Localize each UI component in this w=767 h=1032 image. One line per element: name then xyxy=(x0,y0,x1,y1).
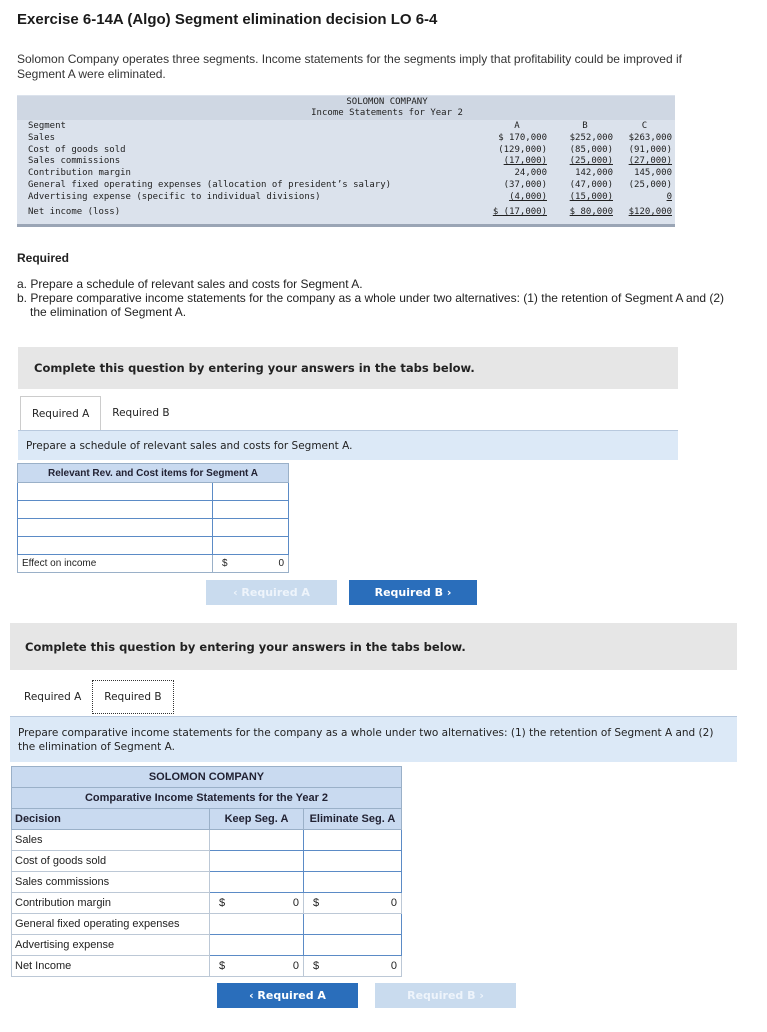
statement-company: SOLOMON COMPANY xyxy=(346,97,428,107)
table-row xyxy=(12,914,402,935)
tab-bar xyxy=(13,680,174,714)
next-required-b-button[interactable]: Required B › xyxy=(349,580,477,605)
row-label: General fixed operating expenses xyxy=(12,914,210,935)
row-a: (17,000) xyxy=(503,156,547,166)
tab-bar xyxy=(20,396,181,430)
table-row xyxy=(12,830,402,851)
table-row xyxy=(18,483,289,501)
required-heading: Required xyxy=(17,251,70,265)
effect-value xyxy=(213,555,289,573)
row-a: (4,000) xyxy=(509,192,547,202)
table-header: Relevant Rev. and Cost items for Segment A xyxy=(18,464,289,483)
row-c: (27,000) xyxy=(628,156,672,166)
decision-header: Decision xyxy=(12,809,210,830)
prev-required-a-button[interactable]: ‹ Required A xyxy=(217,983,358,1008)
eliminate-input[interactable] xyxy=(304,935,402,956)
amount: 0 xyxy=(292,897,299,909)
row-b: (85,000) xyxy=(569,145,613,155)
eliminate-input[interactable] xyxy=(304,830,402,851)
eliminate-input[interactable] xyxy=(304,851,402,872)
row-label: General fixed operating expenses (allocation of president’s salary) xyxy=(28,180,392,190)
table-row xyxy=(12,956,402,977)
row-c: (91,000) xyxy=(628,145,672,155)
keep-input[interactable] xyxy=(210,830,304,851)
row-label: Cost of goods sold xyxy=(12,851,210,872)
keep-value xyxy=(210,893,304,914)
row-b: (15,000) xyxy=(569,192,613,202)
income-statement xyxy=(17,95,675,227)
intro-text: Solomon Company operates three segments. Income statements for the segments imply that profitability could be improved if Segment A were eliminated. xyxy=(17,52,682,81)
relevant-items-table xyxy=(17,463,289,573)
table-row xyxy=(12,872,402,893)
table-row xyxy=(12,893,402,914)
row-label: Contribution margin xyxy=(12,893,210,914)
effect-row xyxy=(18,555,289,573)
col-b-header: B xyxy=(582,121,588,131)
tab-required-b[interactable]: Required B xyxy=(92,680,173,714)
eliminate-input[interactable] xyxy=(304,914,402,935)
effect-amount: 0 xyxy=(278,558,284,569)
row-c: 145,000 xyxy=(634,168,672,178)
table-row xyxy=(12,851,402,872)
table-row xyxy=(18,501,289,519)
table-subtitle: Comparative Income Statements for the Year 2 xyxy=(12,788,402,809)
table-row xyxy=(18,537,289,555)
amount: 0 xyxy=(390,960,397,972)
keep-value xyxy=(210,956,304,977)
item-label-input[interactable] xyxy=(18,483,213,501)
row-label: Advertising expense (specific to individual divisions) xyxy=(28,192,321,202)
eliminate-input[interactable] xyxy=(304,872,402,893)
row-label: Cost of goods sold xyxy=(28,145,126,155)
eliminate-value xyxy=(304,893,402,914)
item-amount-input[interactable] xyxy=(213,501,289,519)
row-label: Net income (loss) xyxy=(28,207,121,217)
row-b: (47,000) xyxy=(569,180,613,190)
row-label: Sales commissions xyxy=(28,156,121,166)
prompt-text: Prepare a schedule of relevant sales and costs for Segment A. xyxy=(18,430,678,460)
col-c-header: C xyxy=(641,121,648,131)
currency-symbol: $ xyxy=(222,558,228,569)
row-label: Sales commissions xyxy=(12,872,210,893)
row-label: Sales xyxy=(28,133,56,143)
keep-input[interactable] xyxy=(210,914,304,935)
row-b: $ 80,000 xyxy=(569,207,613,217)
currency-symbol: $ xyxy=(313,960,320,972)
currency-symbol: $ xyxy=(313,897,320,909)
row-c: 0 xyxy=(666,192,672,202)
row-a: (129,000) xyxy=(498,145,547,155)
eliminate-seg-a-header: Eliminate Seg. A xyxy=(304,809,402,830)
row-c: (25,000) xyxy=(628,180,672,190)
row-label: Advertising expense xyxy=(12,935,210,956)
next-required-b-button[interactable]: Required B › xyxy=(375,983,516,1008)
currency-symbol: $ xyxy=(219,960,226,972)
statement-subtitle: Income Statements for Year 2 xyxy=(311,108,463,118)
item-label-input[interactable] xyxy=(18,501,213,519)
tab-required-a[interactable]: Required A xyxy=(24,691,82,703)
required-a-text: a. Prepare a schedule of relevant sales and costs for Segment A. xyxy=(17,277,363,291)
row-a: (37,000) xyxy=(503,180,547,190)
instruction-banner: Complete this question by entering your answers in the tabs below. xyxy=(18,347,678,389)
row-label: Contribution margin xyxy=(28,168,131,178)
row-a: $ 170,000 xyxy=(498,133,547,143)
row-c: $120,000 xyxy=(628,207,672,217)
comparative-income-table xyxy=(11,766,402,977)
keep-input[interactable] xyxy=(210,935,304,956)
table-row xyxy=(12,935,402,956)
segment-header: Segment xyxy=(28,121,66,131)
prompt-text: Prepare comparative income statements for the company as a whole under two alternatives: (1) the retention of Segment A and (2) the elimination of Segment A. xyxy=(10,716,737,762)
instruction-banner: Complete this question by entering your answers in the tabs below. xyxy=(10,623,737,670)
page-title: Exercise 6-14A (Algo) Segment elimination decision LO 6-4 xyxy=(17,11,438,28)
row-a: 24,000 xyxy=(514,168,547,178)
row-label: Sales xyxy=(12,830,210,851)
tab-required-b[interactable]: Required B xyxy=(112,407,170,419)
eliminate-value xyxy=(304,956,402,977)
row-label: Net Income xyxy=(12,956,210,977)
item-label-input[interactable] xyxy=(18,537,213,555)
row-b: 142,000 xyxy=(575,168,613,178)
prev-required-a-button[interactable]: ‹ Required A xyxy=(206,580,337,605)
currency-symbol: $ xyxy=(219,897,226,909)
row-c: $263,000 xyxy=(628,133,672,143)
amount: 0 xyxy=(390,897,397,909)
col-a-header: A xyxy=(514,121,520,131)
effect-label: Effect on income xyxy=(18,555,213,573)
row-a: $ (17,000) xyxy=(492,207,547,217)
row-b: $252,000 xyxy=(569,133,613,143)
item-amount-input[interactable] xyxy=(213,519,289,537)
item-amount-input[interactable] xyxy=(213,537,289,555)
row-b: (25,000) xyxy=(569,156,613,166)
keep-seg-a-header: Keep Seg. A xyxy=(210,809,304,830)
tab-required-a[interactable]: Required A xyxy=(20,396,101,430)
table-row xyxy=(18,519,289,537)
amount: 0 xyxy=(292,960,299,972)
required-b-text: b. Prepare comparative income statements for the company as a whole under two alternatives: (1) the retention of Segment A and (2) the elimination of Segment A. xyxy=(17,291,725,319)
table-company: SOLOMON COMPANY xyxy=(12,767,402,788)
item-amount-input[interactable] xyxy=(213,483,289,501)
item-label-input[interactable] xyxy=(18,519,213,537)
keep-input[interactable] xyxy=(210,851,304,872)
keep-input[interactable] xyxy=(210,872,304,893)
